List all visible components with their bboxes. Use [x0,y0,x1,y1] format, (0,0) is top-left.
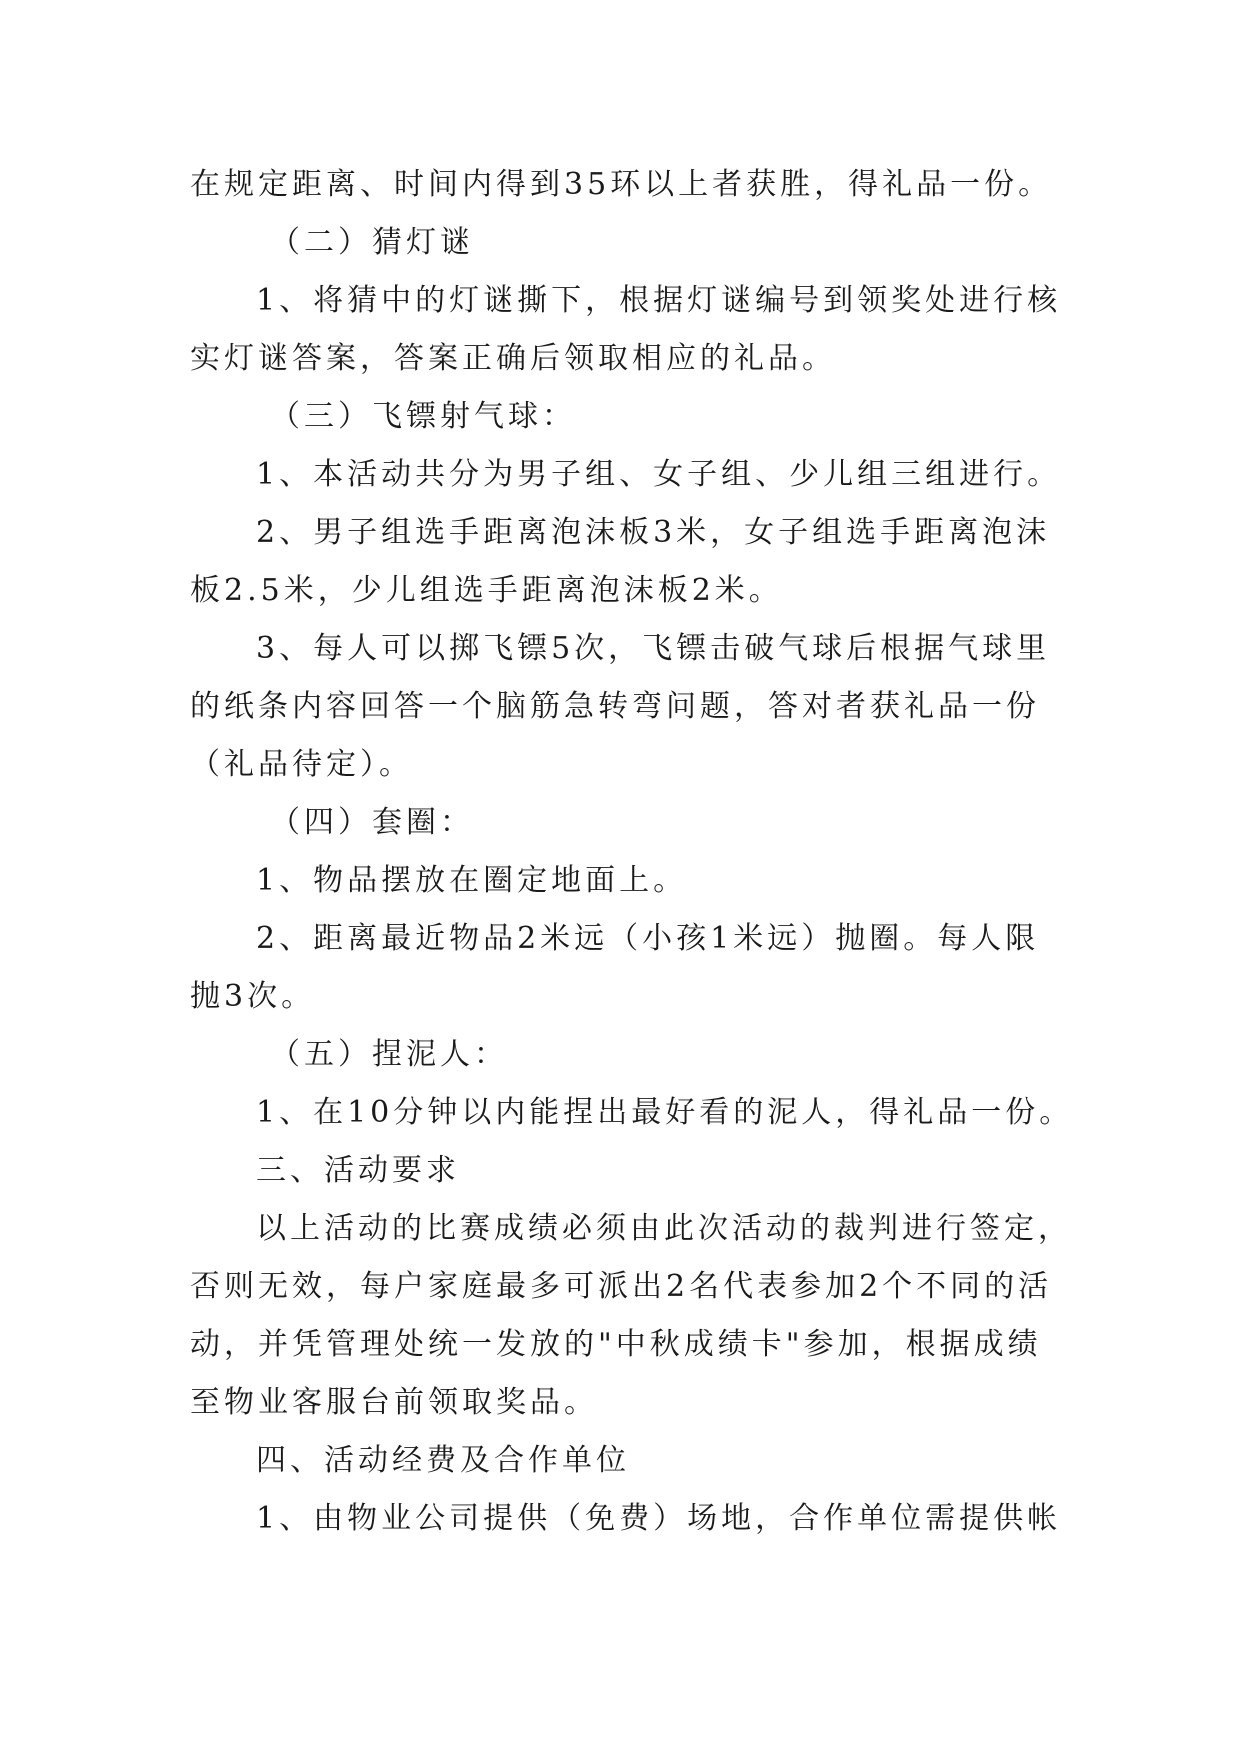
text-line: 1、物品摆放在圈定地面上。 [256,863,688,898]
text-line: 的纸条内容回答一个脑筋急转弯问题，答对者获礼品一份 [190,689,1040,724]
text-line: 1、在10分钟以内能捏出最好看的泥人，得礼品一份。 [256,1095,1074,1130]
text-line: 1、将猜中的灯谜撕下，根据灯谜编号到领奖处进行核 [256,283,1062,318]
text-line: （礼品待定）。 [190,747,413,782]
text-line: 抛3次。 [190,979,316,1014]
section-heading: 三、活动要求 [256,1153,460,1188]
text-line: 动，并凭管理处统一发放的"中秋成绩卡"参加，根据成绩 [190,1327,1042,1362]
text-line: 3、每人可以掷飞镖5次，飞镖击破气球后根据气球里 [256,631,1051,666]
text-line: 2、男子组选手距离泡沫板3米，女子组选手距离泡沫 [256,515,1051,550]
text-line: 以上活动的比赛成绩必须由此次活动的裁判进行签定， [256,1211,1072,1246]
text-line: 板2.5米，少儿组选手距离泡沫板2米。 [190,573,783,608]
text-line: 1、本活动共分为男子组、女子组、少儿组三组进行。 [256,457,1062,492]
text-line: 2、距离最近物品2米远（小孩1米远）抛圈。每人限 [256,921,1040,956]
section-heading: （三）飞镖射气球： [270,399,576,434]
section-heading: （五）捏泥人： [270,1037,508,1072]
text-line: 实灯谜答案，答案正确后领取相应的礼品。 [190,341,836,376]
section-heading: 四、活动经费及合作单位 [256,1443,630,1478]
document-body [190,156,1074,1548]
section-heading: （四）套圈： [270,805,474,840]
text-line: 至物业客服台前领取奖品。 [190,1385,598,1420]
text-line: 否则无效，每户家庭最多可派出2名代表参加2个不同的活 [190,1269,1053,1304]
text-line: 1、由物业公司提供（免费）场地，合作单位需提供帐 [256,1501,1062,1536]
section-heading: （二）猜灯谜 [270,225,474,260]
text-line: 在规定距离、时间内得到35环以上者获胜，得礼品一份。 [190,167,1053,202]
